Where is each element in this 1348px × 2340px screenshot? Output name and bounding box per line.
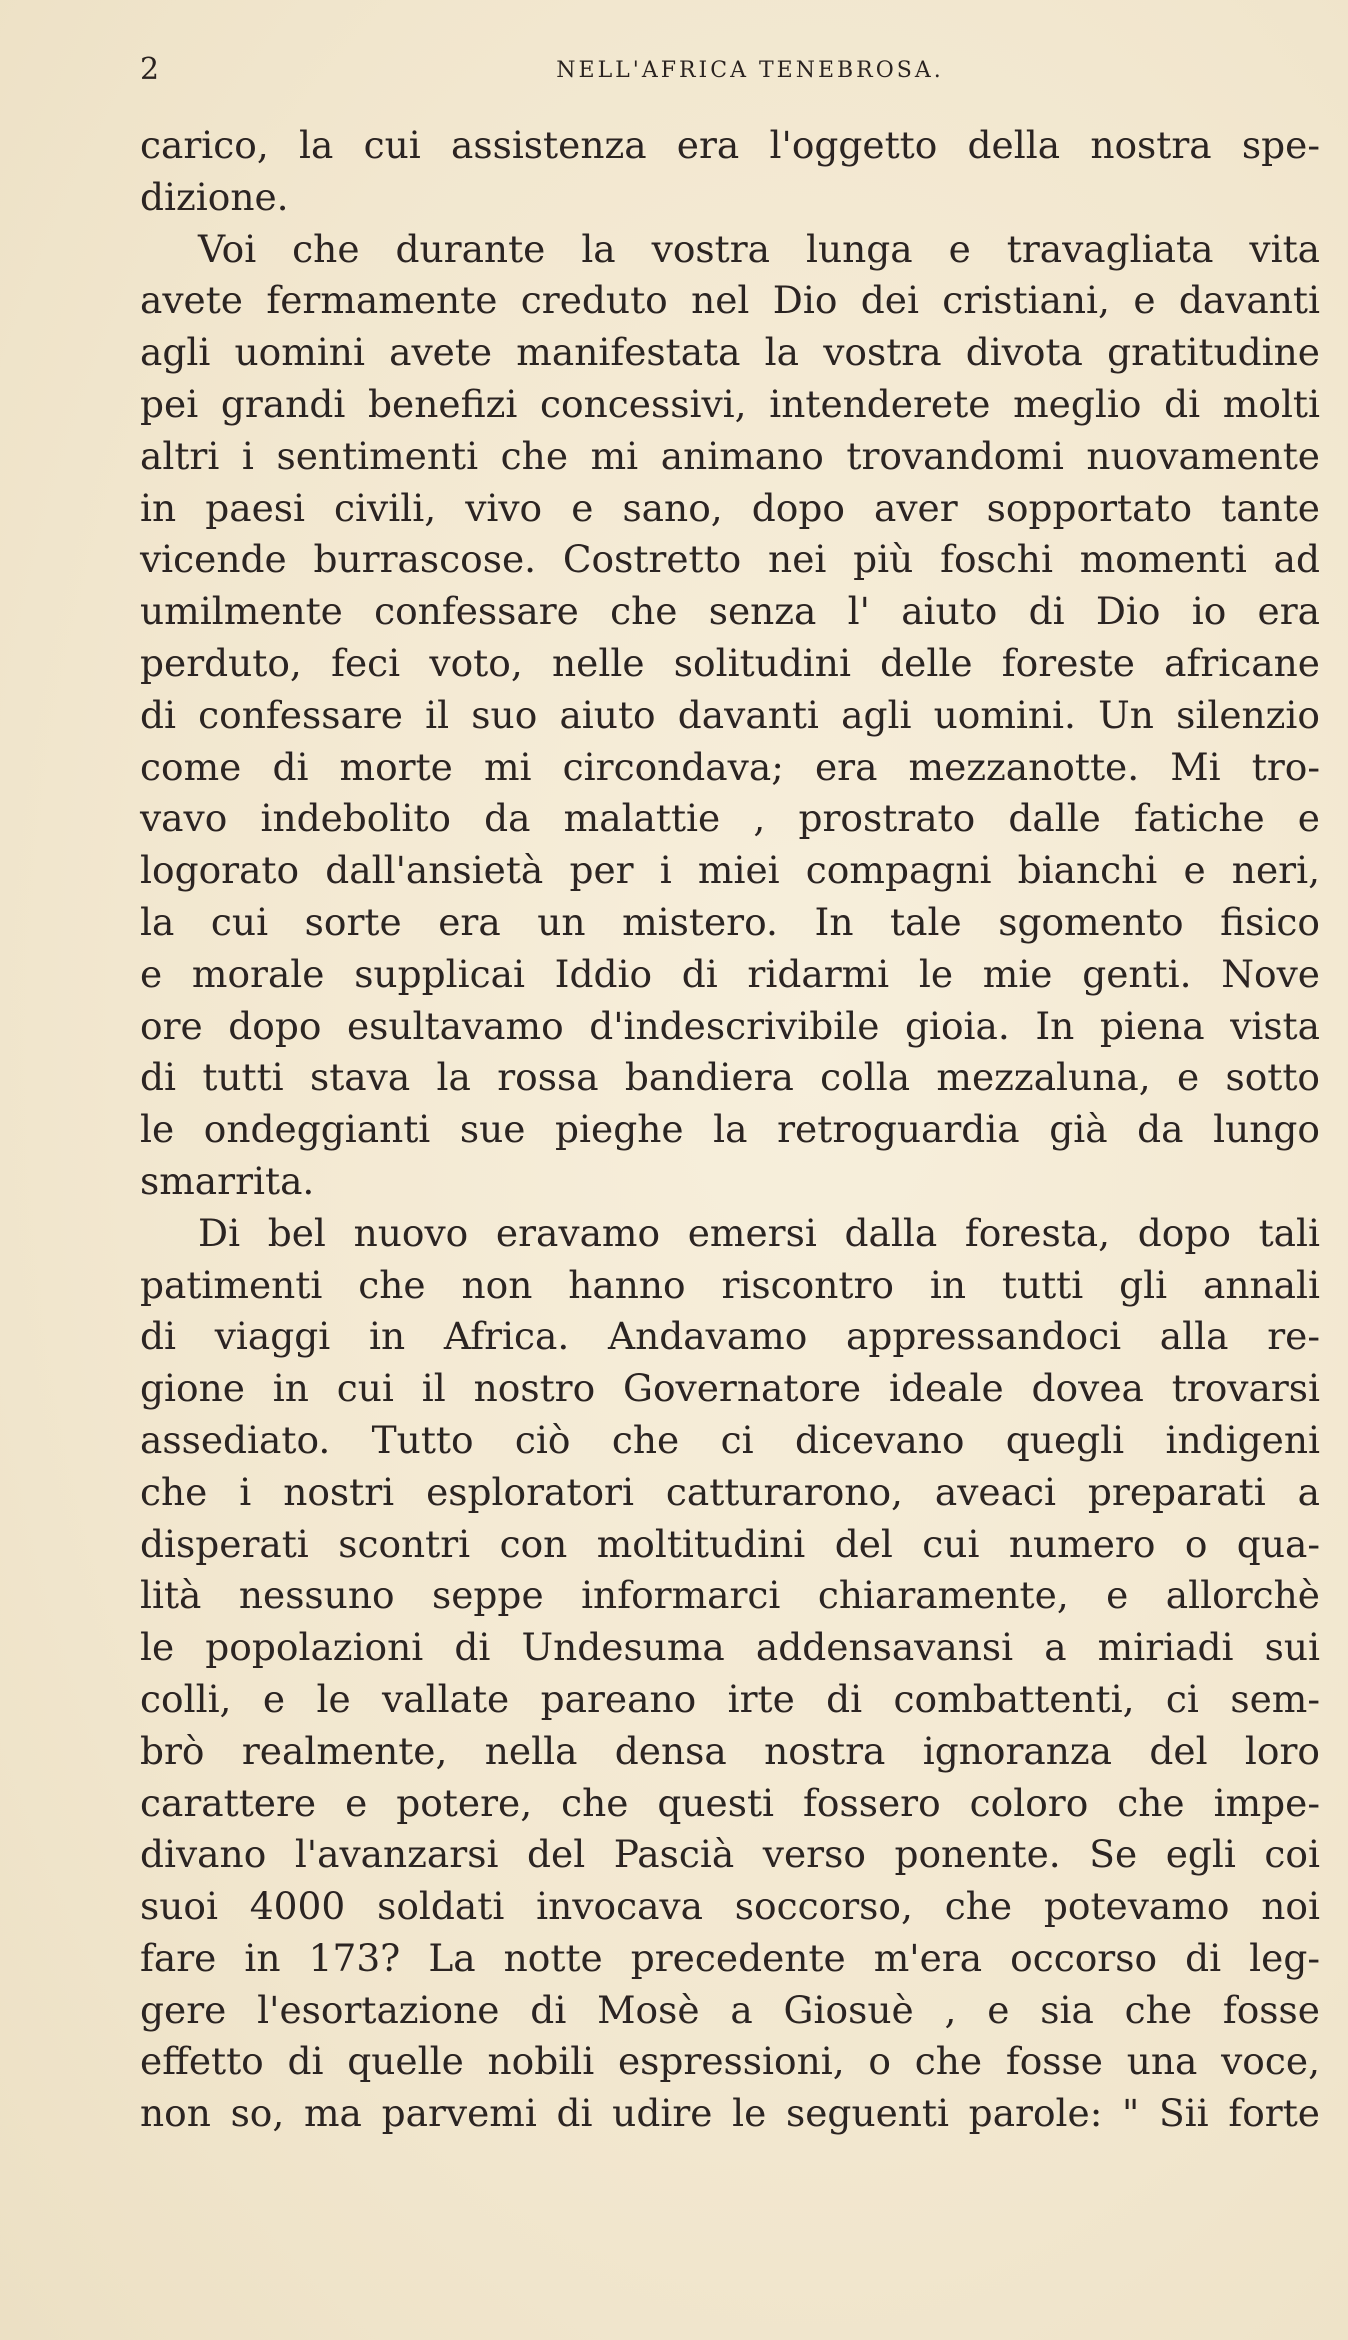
- text-line: in paesi civili, vivo e sano, dopo aver sopportato tante: [140, 485, 1320, 530]
- text-line: logorato dall'ansietà per i miei compagni bianchi e neri,: [140, 848, 1320, 893]
- text-line: Di bel nuovo eravamo emersi dalla foresta, dopo tali: [198, 1210, 1320, 1255]
- text-line: altri i sentimenti che mi animano trovandomi nuovamente: [140, 433, 1320, 478]
- text-line: carattere e potere, che questi fossero coloro che impe-: [140, 1780, 1320, 1825]
- text-line: gere l'esortazione di Mosè a Giosuè , e sia che fosse: [140, 1987, 1320, 2032]
- text-line: patimenti che non hanno riscontro in tutti gli annali: [140, 1262, 1320, 1307]
- text-line: umilmente confessare che senza l' aiuto di Dio io era: [140, 589, 1320, 634]
- text-line: vicende burrascose. Costretto nei più foschi momenti ad: [140, 537, 1320, 582]
- text-line: smarrita.: [140, 1158, 315, 1203]
- text-line: che i nostri esploratori catturarono, aveaci preparati a: [140, 1469, 1320, 1514]
- text-line: Voi che durante la vostra lunga e travagliata vita: [198, 226, 1320, 271]
- text-line: le ondeggianti sue pieghe la retroguardia già da lungo: [140, 1107, 1320, 1152]
- text-line: assediato. Tutto ciò che ci dicevano quegli indigeni: [140, 1417, 1320, 1462]
- text-line: di viaggi in Africa. Andavamo appressandoci alla re-: [140, 1314, 1320, 1359]
- text-line: di tutti stava la rossa bandiera colla mezzaluna, e sotto: [140, 1055, 1320, 1100]
- text-line: fare in 173? La notte precedente m'era occorso di leg-: [140, 1935, 1320, 1980]
- text-line: le popolazioni di Undesuma addensavansi a miriadi sui: [140, 1625, 1320, 1670]
- text-line: non so, ma parvemi di udire le seguenti parole: " Sii forte: [140, 2091, 1320, 2136]
- text-line: lità nessuno seppe informarci chiaramente, e allorchè: [140, 1573, 1320, 1618]
- text-line: colli, e le vallate pareano irte di combattenti, ci sem-: [140, 1676, 1320, 1721]
- text-line: ore dopo esultavamo d'indescrivibile gioia. In piena vista: [140, 1003, 1320, 1048]
- text-line: la cui sorte era un mistero. In tale sgomento fisico: [140, 899, 1320, 944]
- text-line: carico, la cui assistenza era l'oggetto della nostra spe-: [140, 123, 1320, 167]
- running-head: [140, 52, 1320, 92]
- text-line: agli uomini avete manifestata la vostra divota gratitudine: [140, 330, 1320, 375]
- text-line: divano l'avanzarsi del Pascià verso ponente. Se egli coi: [140, 1832, 1320, 1877]
- text-line: avete fermamente creduto nel Dio dei cristiani, e davanti: [140, 278, 1320, 323]
- text-line: e morale supplicai Iddio di ridarmi le mie genti. Nove: [140, 951, 1320, 996]
- text-line: come di morte mi circondava; era mezzanotte. Mi tro-: [140, 744, 1320, 789]
- page-number: 2: [140, 52, 160, 87]
- running-title: NELL'AFRICA TENEBROSA.: [556, 58, 944, 83]
- text-line: effetto di quelle nobili espressioni, o che fosse una voce,: [140, 2039, 1320, 2084]
- text-line: suoi 4000 soldati invocava soccorso, che potevamo noi: [140, 1884, 1320, 1929]
- text-line: di confessare il suo aiuto davanti agli uomini. Un silenzio: [140, 692, 1320, 737]
- text-line: gione in cui il nostro Governatore ideale dovea trovarsi: [140, 1366, 1320, 1411]
- text-body: [140, 120, 1320, 2140]
- text-line: disperati scontri con moltitudini del cui numero o qua-: [140, 1521, 1320, 1566]
- text-line: brò realmente, nella densa nostra ignoranza del loro: [140, 1728, 1320, 1773]
- text-line: vavo indebolito da malattie , prostrato dalle fatiche e: [140, 796, 1320, 841]
- text-line: pei grandi benefizi concessivi, intenderete meglio di molti: [140, 381, 1320, 426]
- text-line: dizione.: [140, 174, 289, 219]
- text-line: perduto, feci voto, nelle solitudini delle foreste africane: [140, 640, 1320, 685]
